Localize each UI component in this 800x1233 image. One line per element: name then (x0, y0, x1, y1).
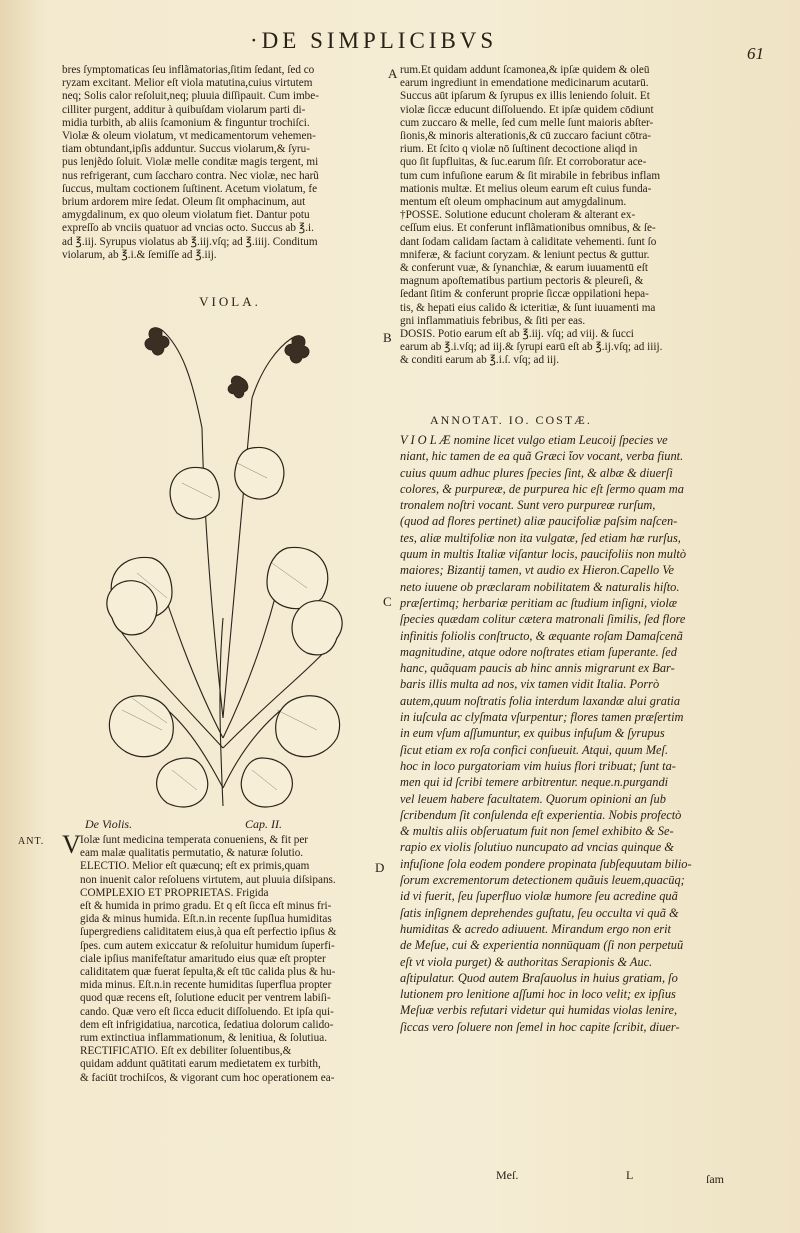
text-line: dem eſt infrigidatiua, narcotica, ſedatiua dolorum calido- (80, 1018, 334, 1031)
text-line: quod quæ recens eſt, ſolutione educit per ventrem labiſi- (80, 992, 331, 1005)
text-line: ſiccas vero ſoluere non ſemel in hoc capite ſcribit, diuer- (400, 1019, 680, 1034)
text-line: mentum eſt oleum omphacinum aut amygdalinum. (400, 196, 627, 209)
text-line: COMPLEXIO ET PROPRIETAS. Frigida (80, 886, 269, 899)
margin-letter-d: D (375, 860, 385, 875)
text-line: in eum vſum aſſumuntur, ex quibus infuſum & ſyrupus (400, 726, 665, 741)
text-line: quidam addunt quātitati earum medietatem ex turbith, (80, 1058, 321, 1071)
text-line: humiditas & acredo adiuuent. Mirandum ergo non erit (400, 921, 671, 936)
left-column-bottom (80, 834, 380, 1085)
caption-right: Cap. II. (245, 817, 282, 831)
text-line: baris illis multa ad nos, vix tamen vidit Italia. Porrò (400, 677, 660, 692)
text-line: ELECTIO. Melior eſt quæcunq; eſt ex primis,quam (80, 860, 310, 873)
text-line: neto iuuene ob præclaram nobilitatem & naturalis hiſto. (400, 579, 680, 594)
text-line: violæ ſiccæ educunt diſſoluendo. Et ipſæ quidem cōdiunt (400, 103, 654, 116)
text-line: pus lenjẽdo ſoluit. Violæ melle conditæ magis tergent, mi (62, 156, 319, 169)
text-line: V I O L Æ nomine licet vulgo etiam Leucoij ſpecies ve (400, 433, 668, 447)
text-line: caliditatem quæ fuerat ſepulta,& eſt tūc calida plus & hu- (80, 966, 336, 979)
text-line: neq; Solis calor reſoluit,neq; pluuia diſſipauit. Cum imbe- (62, 90, 319, 103)
text-line: rium. Et ſcito q violæ nō ſuſtinent decoctione aliqd in (400, 143, 638, 156)
text-line: ſionis,& minoris alterationis,& cū zuccaro faciunt cōtra- (400, 130, 652, 143)
figure-title: VIOLA. (199, 294, 261, 309)
text-line: maiores; Bizantij tamen, vt audio ex Hieron.Capello Ve (400, 563, 675, 578)
text-line: ſicut etiam ex roſa confici conſueuit. Atqui, quum Meſ. (400, 742, 669, 757)
text-line: infinitis foliolis conſtructo, & æquante roſam Damaſcenã (400, 628, 683, 643)
text-line: hanc, quãquam paucis ab hinc annis migrarunt ex Bar- (400, 661, 675, 676)
catchword-fam: ſam (706, 1172, 724, 1186)
text-line: ſpes. cum autem exiccatur & reſoluitur humidum ſuperfi- (80, 939, 335, 952)
text-line: (quod ad flores pertinet) aliæ paucifoliæ paſsim naſcen- (400, 514, 678, 529)
text-line: eſt vt viola purget) & authoritas Serapionis & Auc. (400, 954, 653, 969)
left-column-top (62, 64, 380, 262)
signature-mark: L (626, 1168, 634, 1182)
page-number: 61 (747, 44, 764, 63)
text-line: violarum, ab ℥.i.& ſemiſſe ad ℥.iij. (62, 248, 217, 261)
text-line: tes, aliæ multifoliæ non ita vulgatæ, ſed etiam hæ rurſus, (400, 530, 681, 545)
text-line: brium ardorem mire ſedat. Oleum ſit omphacinum, aut (62, 196, 306, 209)
text-line: nus refrigerant, cum ſaccharo contra. Nec violæ, nec harũ (62, 169, 319, 182)
text-line: cum zuccaro & melle, ſed cum melle ſunt maioris abſter- (400, 116, 654, 129)
margin-letter-c: C (383, 594, 392, 609)
text-line: magnum apoſtematibus partium pectoris & pleureſi, & (400, 275, 644, 288)
text-line: DOSIS. Potio earum eſt ab ℥.iij. vſq; ad viij. & ſucci (400, 328, 634, 341)
text-line: infuſione ſola eodem pondere propinata ſubſequutam bilio- (400, 856, 692, 871)
text-line: cuius quum adhuc plures ſpecies ſint, & albæ & diuerſi (400, 465, 673, 480)
text-line: midia turbith, ab aliis ſcamonium & finguntur trochiſci. (62, 116, 310, 129)
text-line: eſt & humida in primo gradu. Et q eſt ſicca eſt minus fri- (80, 900, 332, 913)
text-line: niant, hic tamen de ea quã Græci ἴον vocant, verba fiunt. (400, 449, 684, 464)
catchword-mes: Meſ. (496, 1168, 519, 1182)
drop-capital: V (62, 830, 81, 859)
text-line: expreſſo ab vnciis quatuor ad vncias octo. Succus ab ℥.i. (62, 222, 314, 235)
text-line: rum extinctiua inflammationum, & lenitiua, & ſolutiua. (80, 1032, 328, 1045)
margin-letter-a: A (388, 66, 398, 81)
text-line: rum.Et quidam addunt ſcamonea,& ipſæ quidem & oleū (400, 64, 650, 76)
text-line: amygdalinum, ex quo oleum violatum fiet. Dantur potu (62, 209, 310, 222)
text-line: mniferæ, & faciunt coryzam. & leniunt pectus & guttur. (400, 248, 650, 261)
text-line: tiam obtundant,ipſis adduntur. Succus violarum,& ſyru- (62, 143, 310, 156)
text-line: & conferunt vuæ, & ſynanchiæ, & earum iuuamentū eſt (400, 262, 648, 275)
caption-left: De Violis. (85, 817, 133, 831)
text-line: ad ℥.iij. Syrupus violatus ab ℥.iij.vſq; ad ℥.iiij. Conditum (62, 235, 318, 248)
text-line: hoc in loco purgatoriam vim huius flori tribuat; ſunt ta- (400, 758, 676, 773)
text-line: ſatis inſignem deprehendes guſtatu, ſeu occulta vi quã & (400, 905, 679, 920)
text-line: tronalem noſtri vocant. Sunt vero purpureæ rurſum, (400, 498, 656, 513)
text-line: lutionem pro lenitione aſſumi hoc in loco velit; ex ipſius (400, 987, 676, 1002)
text-line: id vi fuerit, ſeu ſuperfluo violæ humore ſeu acredine quã (400, 889, 678, 904)
text-line: ciale ipſius manifeſtatur amaritudo eius quæ eſt propter (80, 952, 326, 965)
text-line: tis, & hepati eius calido & icteritiæ, & ſunt iuuamenti ma (400, 301, 656, 314)
text-line: Meſuæ verbis refutari videtur qui humidas violas lenire, (400, 1003, 678, 1018)
viola-illustration (92, 318, 354, 810)
text-line: ceſſum eius. Et conferunt inflãmationibus omnibus, & ſe- (400, 222, 656, 235)
text-line: ſuccus, multam coctionem ſuſtinent. Acetum violatum, fe (62, 182, 318, 195)
right-column-annotation (400, 432, 760, 1035)
text-line: Iolæ ſunt medicina temperata conueniens, & fit per (80, 834, 309, 846)
right-column-top (400, 64, 766, 368)
text-line: gni inflammatiuis febribus, & ſiti per eas. (400, 314, 586, 327)
text-line: mationis multæ. Et melius oleum earum eſt cuius funda- (400, 182, 652, 195)
text-line: in iuſcula ac clyſmata vſurpentur; flores tamen præſertim (400, 710, 684, 725)
text-line: Succus aūt ipſarum & ſyrupus ex illis leniendo ſoluit. Et (400, 90, 650, 103)
text-line: ſpecies quædam colitur cætera matronali ſimilis, ſed flore (400, 612, 686, 627)
text-line: præſertimq; herbariæ peritiam ac ſtudium inſigni, violæ (400, 595, 678, 610)
text-line: colores, & purpureæ, de purpurea hic eſt ſermo quam ma (400, 481, 684, 496)
text-line: de Meſue, cui & experientia nonnūquam (ſi non perpetuũ (400, 938, 684, 953)
text-line: men qui id ſcribi temere arbitrentur. neque.n.purgandi (400, 775, 669, 790)
text-line: & faciūt trochiſcos, & vigorant cum hoc operationem ea- (80, 1071, 335, 1084)
text-line: aſtipulatur. Quod autem Braſauolus in huius gratiam, ſo (400, 970, 678, 985)
text-line: autem,quum noſtratis folia interdum laxandæ alui gratia (400, 693, 681, 708)
text-line: magnitudine, atque odore noſtrates etiam ſuperante. ſed (400, 644, 677, 659)
text-line: Violæ & oleum violatum, vt medicamentorum vehemen- (62, 130, 316, 143)
text-line: dant ſodam calidam ſactam à caliditate vehementi. ſunt ſo (400, 235, 657, 248)
text-line: cando. Quæ vero eſt ſicca educit diſſoluendo. Et ipſa qui- (80, 1005, 334, 1018)
text-line: mida minus. Eſt.n.in recente humiditas ſuperflua propter (80, 979, 332, 992)
margin-letter-b: B (383, 330, 392, 345)
text-line: cilliter purgent, additur à quibuſdam violarum parti di- (62, 103, 306, 116)
text-line: ſcribendum ſit conſulenda eſt experientia. Nobis profectò (400, 807, 682, 822)
text-line: gida & minus humida. Eſt.n.in recente ſupſlua humiditas (80, 913, 332, 926)
text-line: ryzam excitant. Melior eſt viola matutina,cuius virtutem (62, 77, 313, 90)
running-head: ·DE SIMPLICIBVS (250, 28, 498, 53)
text-line: quo ſit ſupfluitas, & ſuc.earum ſiſr. Et corroboratur ace- (400, 156, 647, 169)
text-line: quum in multis Italiæ viſantur locis, paucifoliis non multò (400, 547, 687, 562)
text-line: & conditi earum ab ℥.i.ſ. vſq; ad iij. (400, 354, 560, 367)
text-line: tum cum infuſione earum & ſit mirabile in febribus inflam (400, 169, 661, 182)
text-line: RECTIFICATIO. Eſt ex debiliter ſoluentibus,& (80, 1045, 292, 1058)
text-line: & multis aliis obſeruatum fuit non ſemel exhibito & Se- (400, 824, 674, 839)
text-line: non inuenit calor reſoluens virtutem, aut pluuia diſsipans. (80, 873, 336, 886)
text-line: ſedant ſitim & conferunt proprie ſiccæ oppilationi hepa- (400, 288, 649, 301)
text-line: ſorum excrementorum detectionem quãuis leuem,quacūq; (400, 873, 685, 888)
margin-ant: ANT. (18, 836, 45, 847)
annotation-heading: ANNOTAT. IO. COSTÆ. (430, 413, 592, 427)
text-line: †POSSE. Solutione educunt choleram & alterant ex- (400, 209, 636, 222)
viola-woodcut (92, 318, 354, 810)
text-line: vel leuem habere facultatem. Quorum opinioni an ſub (400, 791, 666, 806)
text-line: bres ſymptomaticas ſeu inflãmatorias,ſitim ſedant, ſed co (62, 64, 315, 76)
text-line: rapio ex violis ſolutiuo nuncupato ad vncias quinque & (400, 840, 674, 855)
text-line: eam malæ qualitatis permutatio, & naturæ ſolutio. (80, 847, 304, 860)
text-line: earum ab ℥.i.vſq; ad iij.& ſyrupi earū eſt ab ℥.ij.vſq; ad iiij. (400, 341, 663, 354)
text-line: ſupergrediens caliditatem eius,à qua eſt perfectio ipſius & (80, 926, 337, 939)
text-line: earum ingrediunt in emendatione medicinarum acutarū. (400, 77, 649, 90)
